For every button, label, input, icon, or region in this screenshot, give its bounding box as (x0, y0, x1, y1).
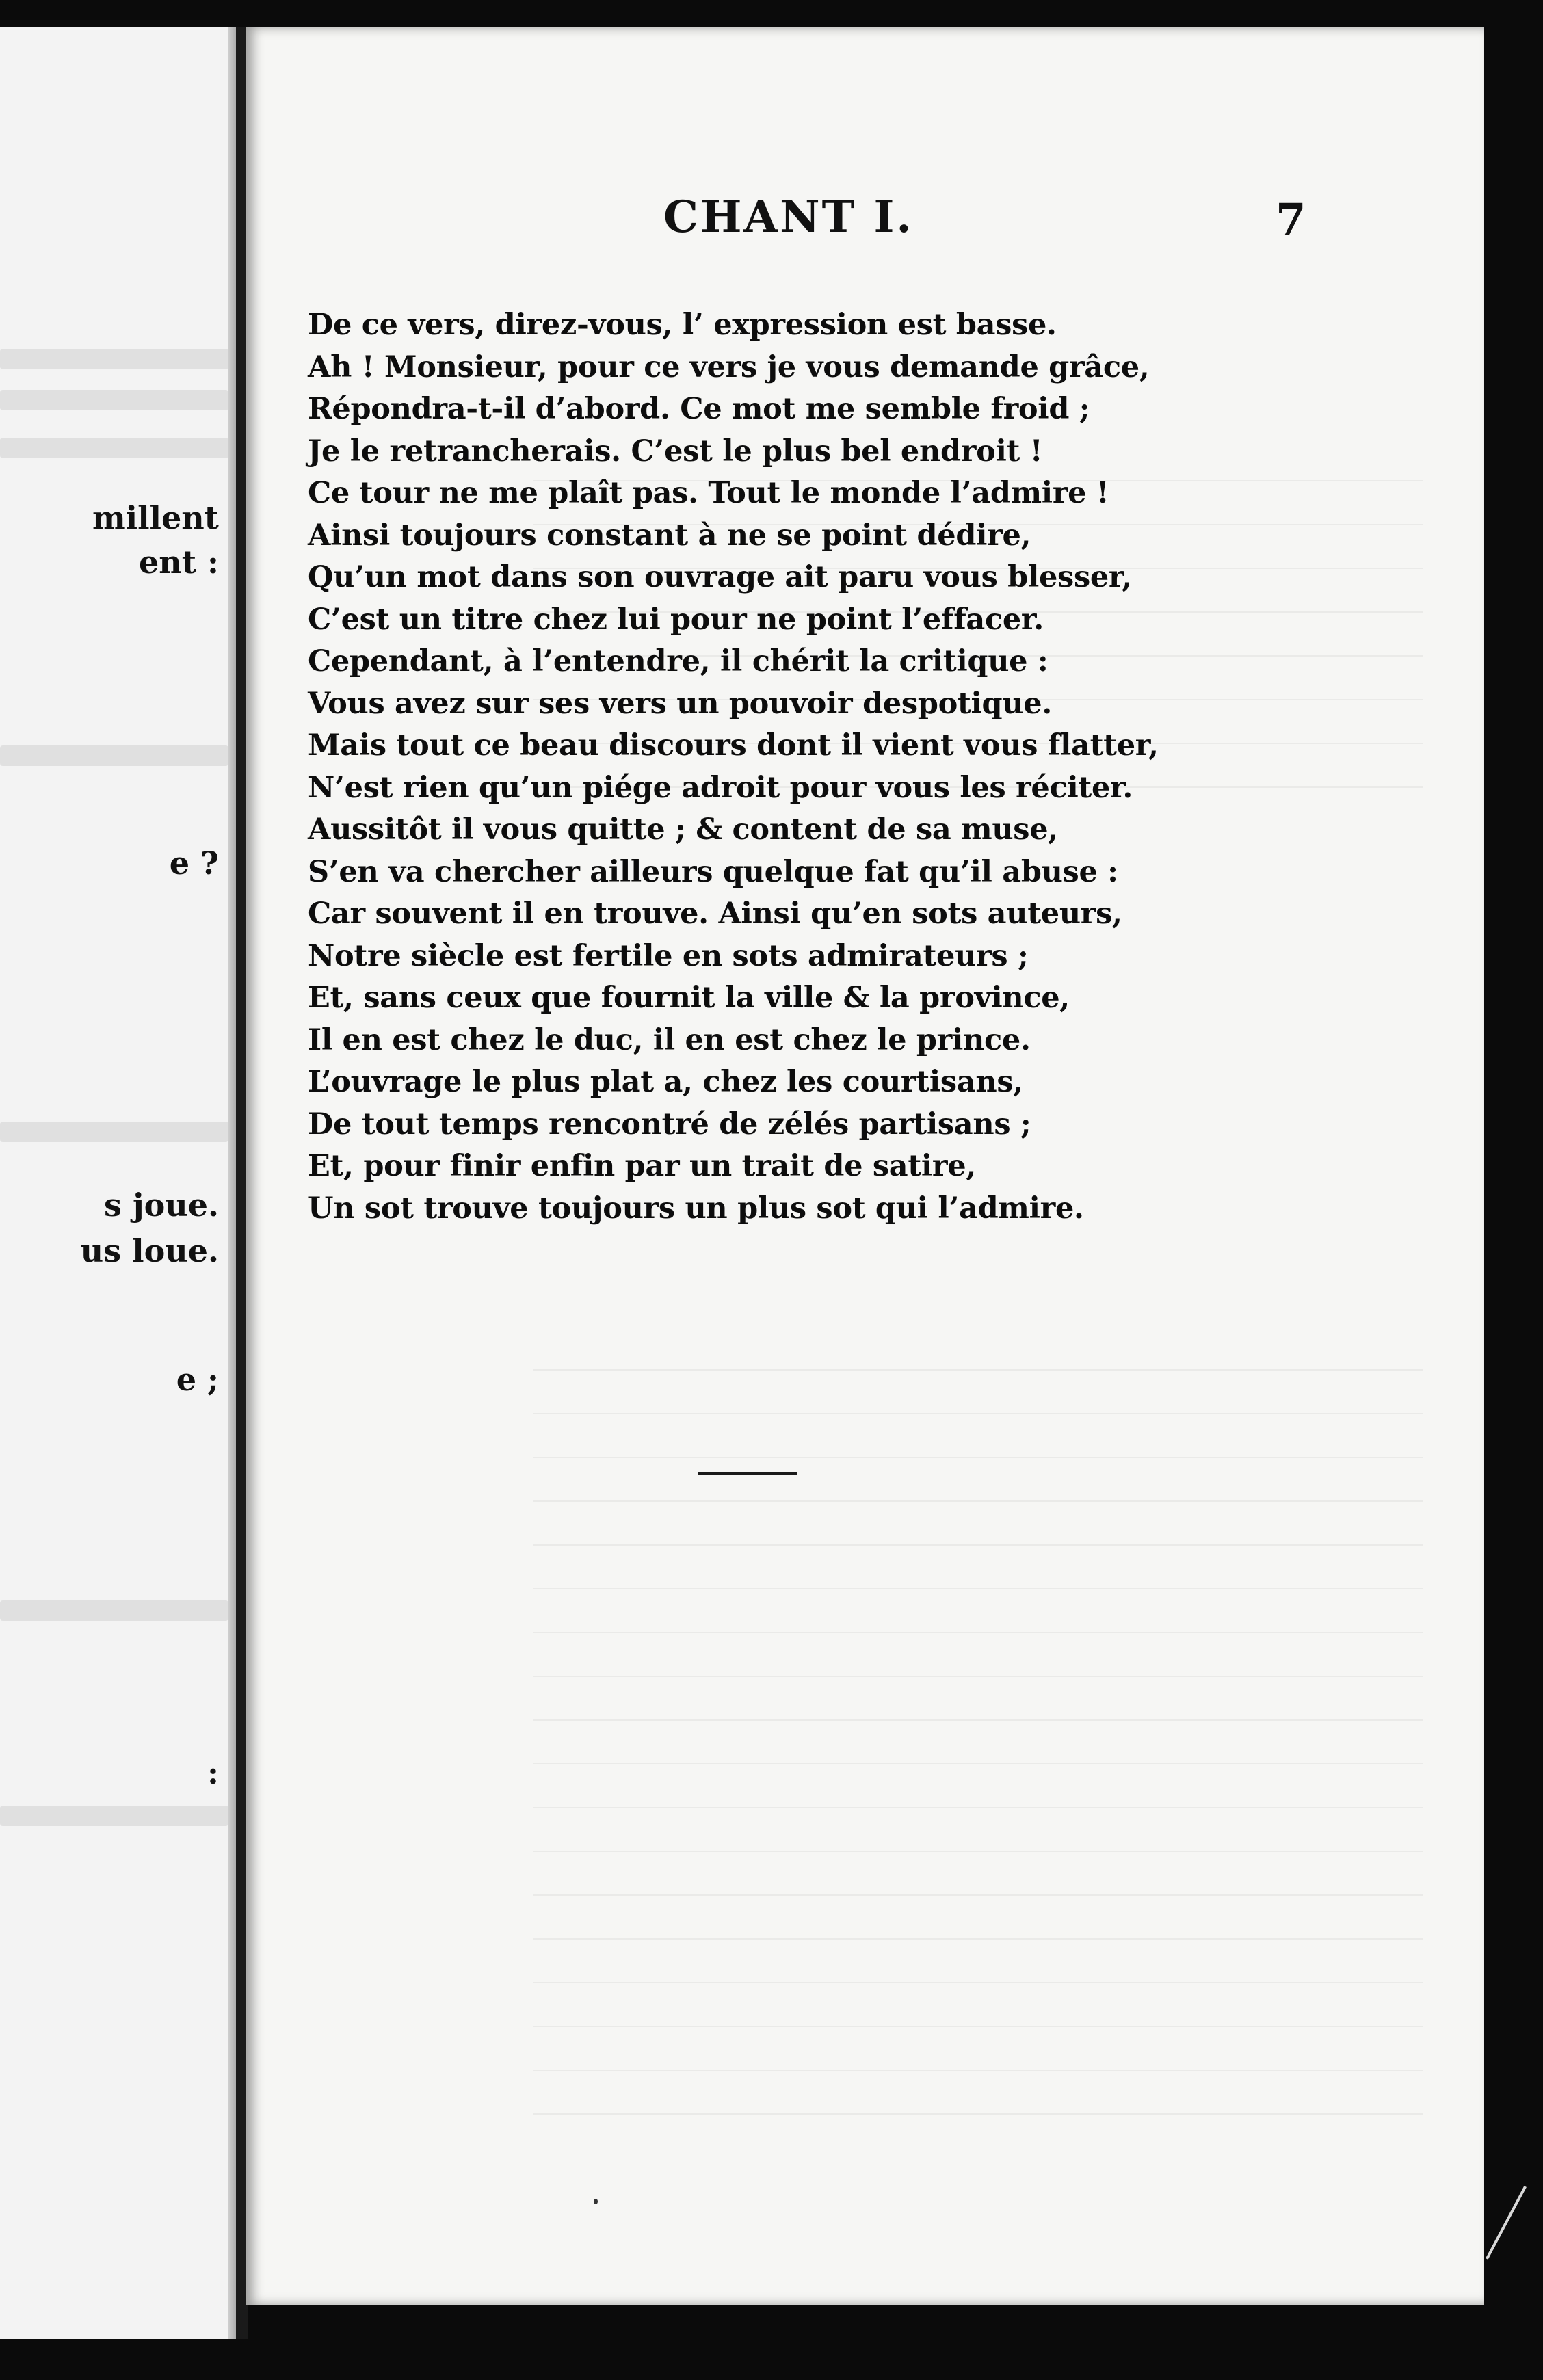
verse-line: Ah ! Monsieur, pour ce vers je vous demande grâce, (308, 349, 1150, 384)
left-page-fragment: us loue. (80, 1232, 219, 1269)
verse-line: Répondra-t-il d’abord. Ce mot me semble froid ; (308, 392, 1090, 426)
verse-line: Aussitôt il vous quitte ; & content de sa muse, (308, 812, 1058, 847)
faded-text (0, 1600, 228, 1621)
verse-line: Ce tour ne me plaît pas. Tout le monde l’admire ! (308, 476, 1109, 510)
faded-text (0, 349, 228, 369)
bleed-through-text (533, 1327, 1423, 2115)
poem-text (308, 304, 1375, 1230)
verse-line: Car souvent il en trouve. Ainsi qu’en sots auteurs, (308, 897, 1122, 931)
verse-line: Vous avez sur ses vers un pouvoir despotique. (308, 686, 1053, 721)
page-header (246, 191, 1484, 267)
verse-line: Ainsi toujours constant à ne se point dédire, (308, 518, 1031, 553)
faded-text (0, 1806, 228, 1826)
faded-text (0, 745, 228, 766)
verse-line: C’est un titre chez lui pour ne point l’effacer. (308, 602, 1044, 637)
book-page (246, 27, 1484, 2305)
page-number: 7 (1276, 194, 1306, 246)
faded-text (0, 1122, 228, 1142)
verse-line: Qu’un mot dans son ouvrage ait paru vous blesser, (308, 560, 1132, 594)
verse-line: Il en est chez le duc, il en est chez le prince. (308, 1022, 1031, 1057)
verse-line: Notre siècle est fertile en sots admirateurs ; (308, 938, 1029, 973)
left-facing-page (0, 27, 246, 2339)
verse-line: Et, pour finir enfin par un trait de satire, (308, 1149, 976, 1183)
left-page-fragment: e ; (176, 1361, 219, 1398)
left-page-fragment: millent (92, 499, 219, 536)
left-page-fragment: s joue. (104, 1187, 219, 1224)
left-page-fragment: ent : (139, 544, 219, 581)
verse-line: Mais tout ce beau discours dont il vient vous flatter, (308, 728, 1159, 763)
ink-speck (594, 2199, 598, 2204)
verse-line: N’est rien qu’un piége adroit pour vous les réciter. (308, 770, 1133, 805)
section-divider-rule (698, 1472, 797, 1475)
verse-line: L’ouvrage le plus plat a, chez les courtisans, (308, 1065, 1023, 1099)
verse-line: S’en va chercher ailleurs quelque fat qu’il abuse : (308, 854, 1118, 889)
verse-line: Et, sans ceux que fournit la ville & la province, (308, 981, 1070, 1015)
faded-text (0, 390, 228, 410)
verse-line: Je le retrancherais. C’est le plus bel endroit ! (308, 434, 1043, 468)
faded-text (0, 438, 228, 458)
scan-artifact (1486, 2186, 1527, 2260)
running-title: CHANT I. (663, 191, 914, 243)
verse-line: De tout temps rencontré de zélés partisans ; (308, 1107, 1031, 1141)
left-page-fragment: : (207, 1754, 219, 1791)
left-page-fragment: e ? (169, 845, 219, 882)
verse-line: Cependant, à l’entendre, il chérit la critique : (308, 644, 1049, 678)
verse-line: De ce vers, direz-vous, l’ expression est basse. (308, 308, 1057, 342)
verse-line: Un sot trouve toujours un plus sot qui l’admire. (308, 1191, 1084, 1226)
